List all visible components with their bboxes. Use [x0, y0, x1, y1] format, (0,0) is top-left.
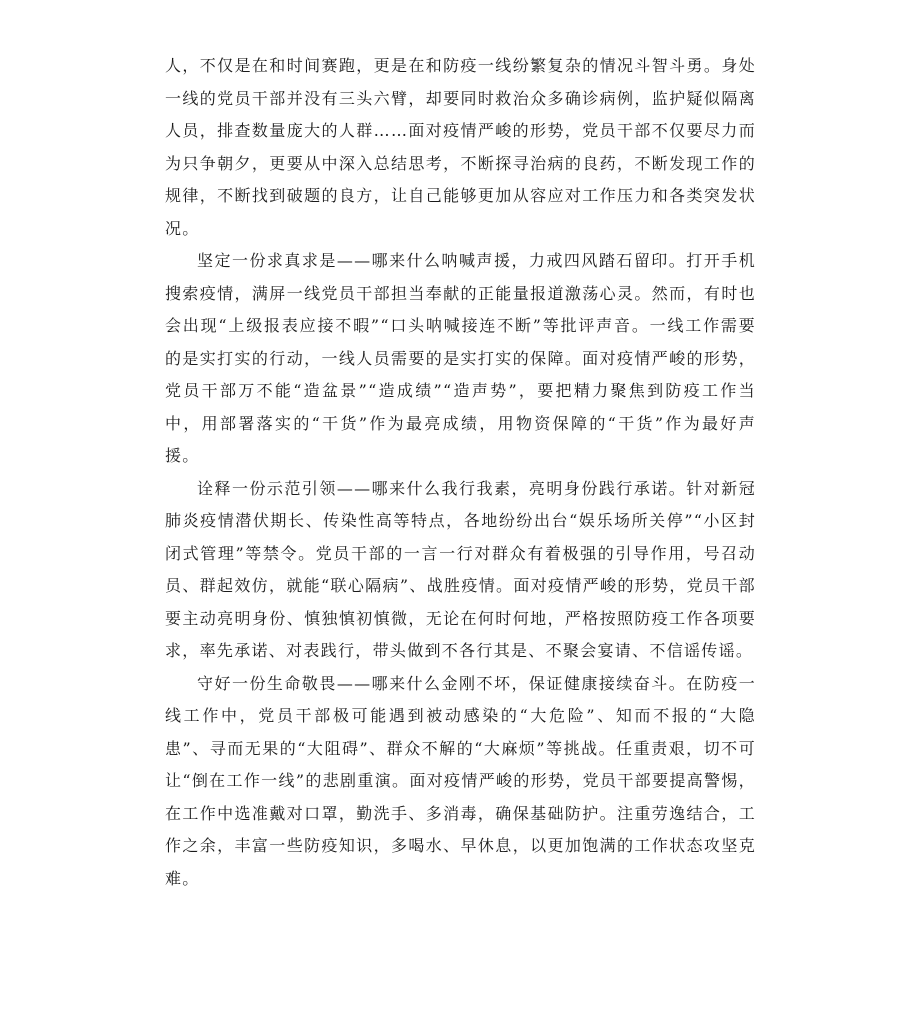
paragraph-lead-by-example: 诠释一份示范引领——哪来什么我行我素，亮明身份践行承诺。针对新冠肺炎疫情潜伏期长、传染性高等特点，各地纷纷出台“娱乐场所关停”“小区封闭式管理”等禁令。党员干部的一言一行对群众有着极强的引导作用，号召动员、群起效仿，就能“联心隔病”、战胜疫情。面对疫情严峻的形势，党员干部要主动亮明身份、慎独慎初慎微，无论在何时何地，严格按照防疫工作各项要求，率先承诺、对表践行，带头做到不各行其是、不聚会宴请、不信谣传谣。 [165, 478, 756, 660]
paragraph-continuation: 人，不仅是在和时间赛跑，更是在和防疫一线纷繁复杂的情况斗智斗勇。身处一线的党员干部并没有三头六臂，却要同时救治众多确诊病例，监护疑似隔离人员，排查数量庞大的人群……面对疫情严峻的形势，党员干部不仅要尽力而为只争朝夕，更要从中深入总结思考，不断探寻治病的良药，不断发现工作的规律，不断找到破题的良方，让自己能够更加从容应对工作压力和各类突发状况。 [165, 56, 756, 238]
paragraph-respect-life: 守好一份生命敬畏——哪来什么金刚不坏，保证健康接续奋斗。在防疫一线工作中，党员干部极可能遇到被动感染的“大危险”、知而不报的“大隐患”、寻而无果的“大阻碍”、群众不解的“大麻烦”等挑战。任重责艰，切不可让“倒在工作一线”的悲剧重演。面对疫情严峻的形势，党员干部要提高警惕，在工作中选准戴对口罩，勤洗手、多消毒，确保基础防护。注重劳逸结合，工作之余，丰富一些防疫知识，多喝水、早休息，以更加饱满的工作状态攻坚克难。 [165, 673, 756, 888]
document-page [165, 50, 756, 895]
paragraph-seek-truth: 坚定一份求真求是——哪来什么呐喊声援，力戒四风踏石留印。打开手机搜索疫情，满屏一线党员干部担当奉献的正能量报道激荡心灵。然而，有时也会出现“上级报表应接不暇”“口头呐喊接连不断”等批评声音。一线工作需要的是实打实的行动，一线人员需要的是实打实的保障。面对疫情严峻的形势，党员干部万不能“造盆景”“造成绩”“造声势”，要把精力聚焦到防疫工作当中，用部署落实的“干货”作为最亮成绩，用物资保障的“干货”作为最好声援。 [165, 251, 756, 465]
